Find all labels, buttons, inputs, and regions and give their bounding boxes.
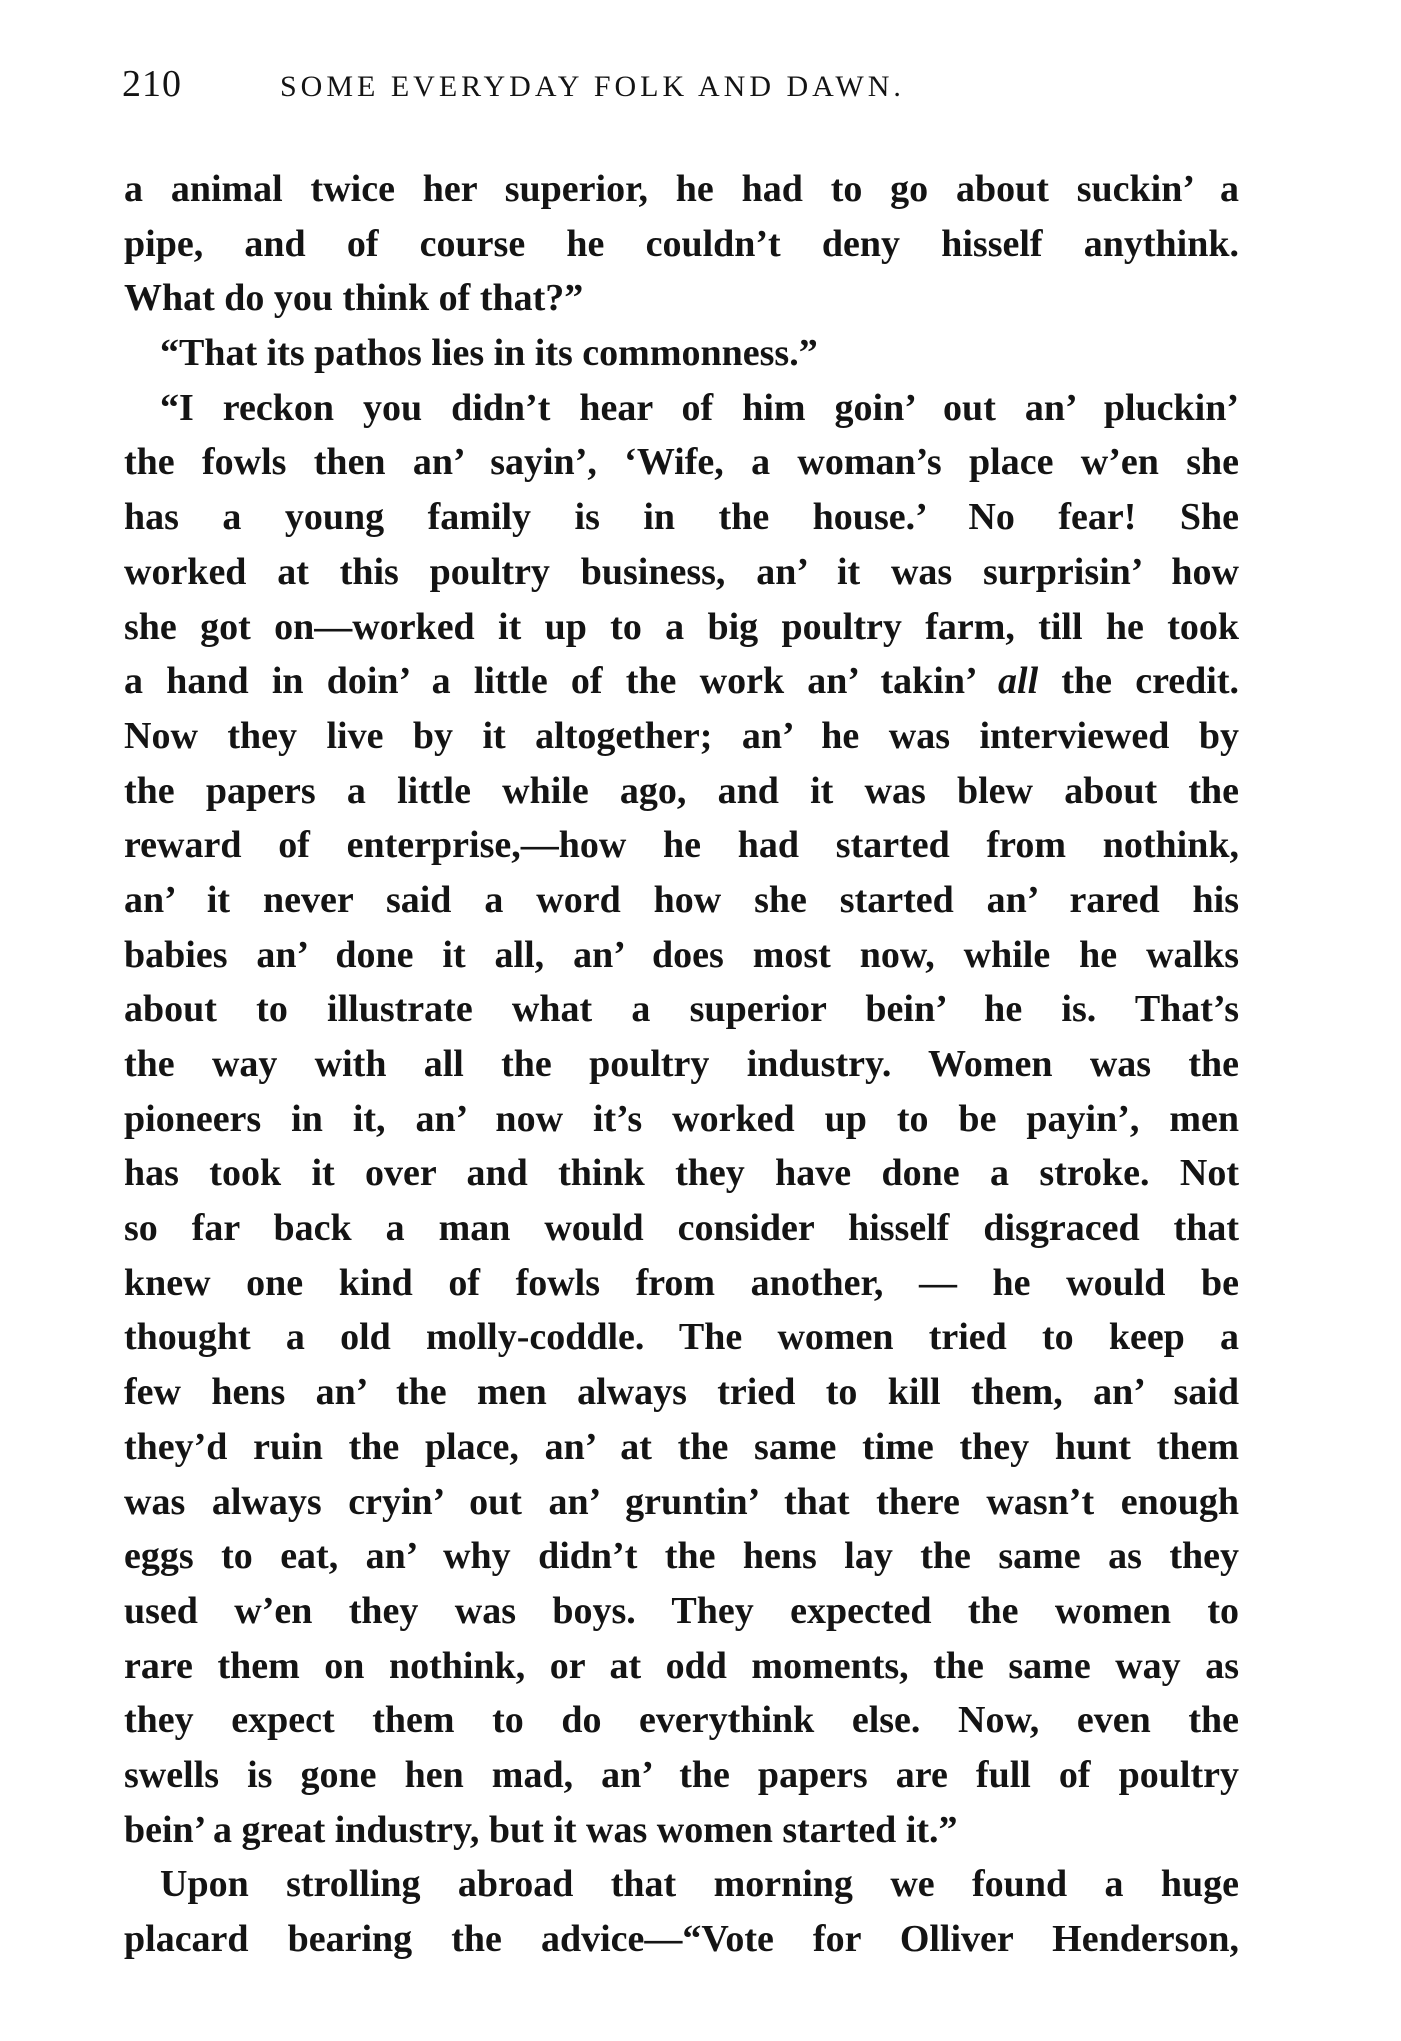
text-line: babies an’ done it all, an’ does most now, while he walks: [124, 933, 1239, 976]
text-line: swells is gone hen mad, an’ the papers are full of poultry: [124, 1753, 1239, 1796]
text-line: was always cryin’ out an’ gruntin’ that there wasn’t enough: [124, 1480, 1239, 1523]
text-line: bein’ a great industry, but it was women started it.”: [124, 1808, 958, 1851]
page-number: 210: [122, 63, 182, 105]
text-line: worked at this poultry business, an’ it was surprisin’ how: [124, 550, 1239, 593]
text-line: they expect them to do everythink else. Now, even the: [124, 1699, 1239, 1742]
text-line: eggs to eat, an’ why didn’t the hens lay the same as they: [124, 1535, 1239, 1578]
text-line: “I reckon you didn’t hear of him goin’ out an’ pluckin’: [160, 386, 1239, 429]
running-title: SOME EVERYDAY FOLK AND DAWN.: [280, 70, 905, 103]
text-line: “That its pathos lies in its commonness.”: [160, 332, 818, 375]
text-line: Upon strolling abroad that morning we found a huge: [160, 1863, 1239, 1906]
text-line: rare them on nothink, or at odd moments, the same way as: [124, 1644, 1239, 1687]
text-line: they’d ruin the place, an’ at the same time they hunt them: [124, 1425, 1239, 1468]
text-line: an’ it never said a word how she started an’ rared his: [124, 878, 1239, 921]
italic-word: all: [998, 660, 1039, 703]
running-head: [122, 62, 1237, 122]
text-line: she got on—worked it up to a big poultry farm, till he took: [124, 605, 1239, 648]
text-line: has took it over and think they have done a stroke. Not: [124, 1152, 1239, 1195]
text-line: the way with all the poultry industry. Women was the: [124, 1043, 1239, 1085]
text-line: What do you think of that?”: [124, 277, 584, 320]
text-line: knew one kind of fowls from another, — he would be: [124, 1261, 1239, 1304]
text-line: pipe, and of course he couldn’t deny hisself anythink.: [124, 222, 1239, 265]
text-line-segment: a hand in doin’ a little of the work an’ takin’: [124, 660, 975, 703]
text-line: about to illustrate what a superior bein’ he is. That’s: [124, 988, 1239, 1031]
text-line: reward of enterprise,—how he had started from nothink,: [124, 824, 1239, 867]
body-text: [124, 162, 1239, 1967]
text-line: placard bearing the advice—“Vote for Olliver Henderson,: [124, 1918, 1239, 1960]
text-line: so far back a man would consider hisself disgraced that: [124, 1207, 1239, 1250]
text-line: [124, 654, 1239, 709]
text-line: Now they live by it altogether; an’ he was interviewed by: [124, 714, 1239, 757]
text-line: pioneers in it, an’ now it’s worked up to be payin’, men: [124, 1097, 1239, 1140]
text-line: used w’en they was boys. They expected the women to: [124, 1589, 1239, 1632]
text-line: a animal twice her superior, he had to go about suckin’ a: [124, 168, 1239, 210]
text-line: the fowls then an’ sayin’, ‘Wife, a woman’s place w’en she: [124, 441, 1239, 484]
text-line: few hens an’ the men always tried to kill them, an’ said: [124, 1371, 1239, 1414]
text-line: has a young family is in the house.’ No fear! She: [124, 496, 1239, 539]
text-line: the papers a little while ago, and it was blew about the: [124, 769, 1239, 812]
text-line-segment: the credit.: [1061, 660, 1239, 703]
text-line: thought a old molly-coddle. The women tried to keep a: [124, 1316, 1239, 1359]
